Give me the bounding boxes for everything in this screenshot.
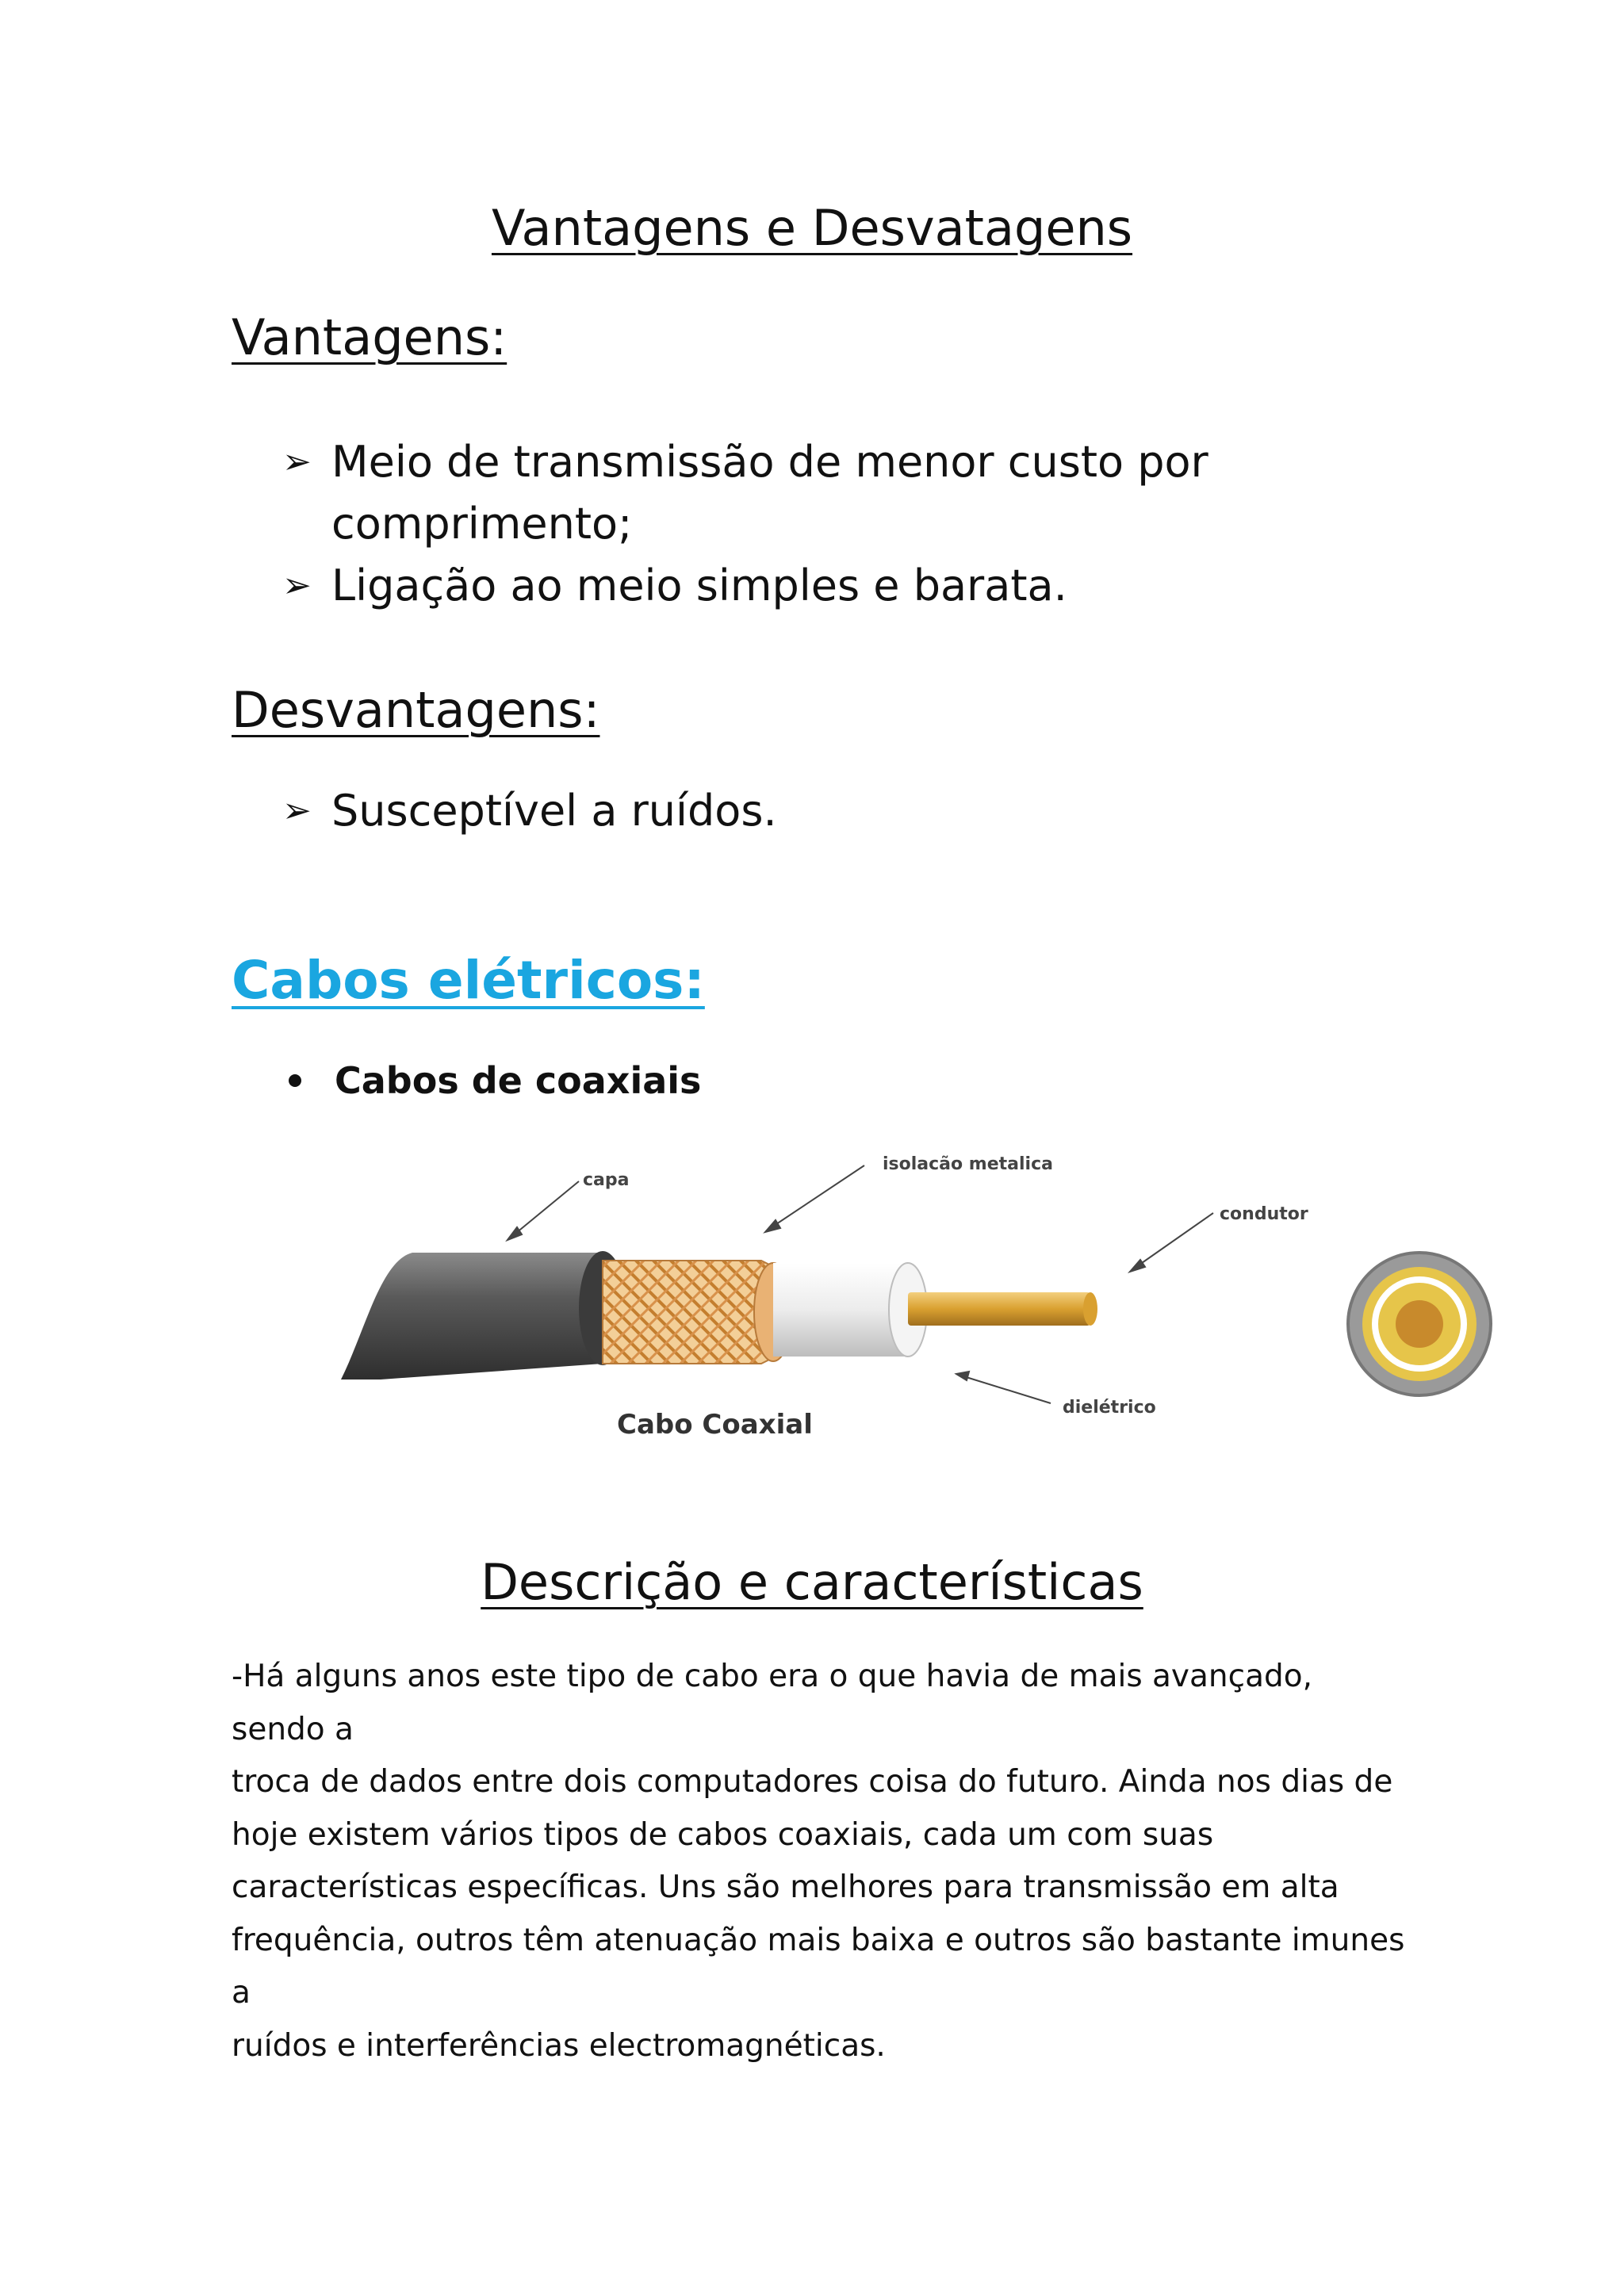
bullet-dot-icon	[289, 1074, 301, 1087]
coaxial-cable-diagram	[317, 1134, 1507, 1467]
conductor-end	[1083, 1292, 1097, 1326]
cabos-heading: Cabos elétricos:	[232, 950, 705, 1011]
paragraph-line: troca de dados entre dois computadores coisa do futuro. Ainda nos dias de	[232, 1764, 1393, 1800]
vantagens-list	[282, 431, 1234, 617]
arrow-bullet-icon: ➢	[282, 442, 312, 482]
label-caption: Cabo Coaxial	[617, 1409, 813, 1441]
arrow-bullet-icon: ➢	[282, 565, 312, 606]
label-capa: capa	[583, 1170, 630, 1190]
arrow-bullet-icon: ➢	[282, 790, 312, 831]
list-item	[282, 780, 1313, 842]
paragraph-line: frequência, outros têm atenuação mais baixa e outros são bastante imunes a	[232, 1922, 1405, 2011]
cabos-list-item	[289, 1053, 701, 1108]
descricao-paragraph	[232, 1651, 1405, 2072]
vantagens-heading: Vantagens:	[232, 308, 508, 366]
page-title: Vantagens e Desvatagens	[491, 199, 1133, 257]
paragraph-line: ruídos e interferências electromagnéticas.	[232, 2027, 886, 2064]
paragraph-line: hoje existem vários tipos de cabos coaxiais, cada um com suas	[232, 1816, 1214, 1853]
braid-shape	[603, 1261, 777, 1364]
jacket-shape	[341, 1253, 603, 1380]
conductor-shape	[908, 1292, 1090, 1326]
paragraph-line: -Há alguns anos este tipo de cabo era o que havia de mais avançado, sendo a	[232, 1659, 1312, 1747]
paragraph-line: características específicas. Uns são melhores para transmissão em alta	[232, 1869, 1339, 1905]
label-isolacao: isolacão metalica	[883, 1154, 1053, 1174]
list-item-text: Meio de transmissão de menor custo por comprimento;	[331, 437, 1208, 549]
list-item-text: Ligação ao meio simples e barata.	[331, 561, 1067, 610]
cabos-item-text: Cabos de coaxiais	[335, 1059, 702, 1102]
label-dieletrico: dielétrico	[1063, 1398, 1156, 1418]
descricao-heading: Descrição e características	[481, 1553, 1143, 1611]
list-item	[282, 555, 1234, 617]
list-item	[282, 431, 1234, 555]
desvantagens-list	[282, 780, 1313, 842]
list-item-text: Susceptível a ruídos.	[331, 786, 777, 836]
cross-section	[1348, 1253, 1491, 1395]
label-condutor: condutor	[1220, 1204, 1308, 1224]
dielectric-shape	[773, 1263, 908, 1357]
desvantagens-heading: Desvantagens:	[232, 681, 600, 739]
